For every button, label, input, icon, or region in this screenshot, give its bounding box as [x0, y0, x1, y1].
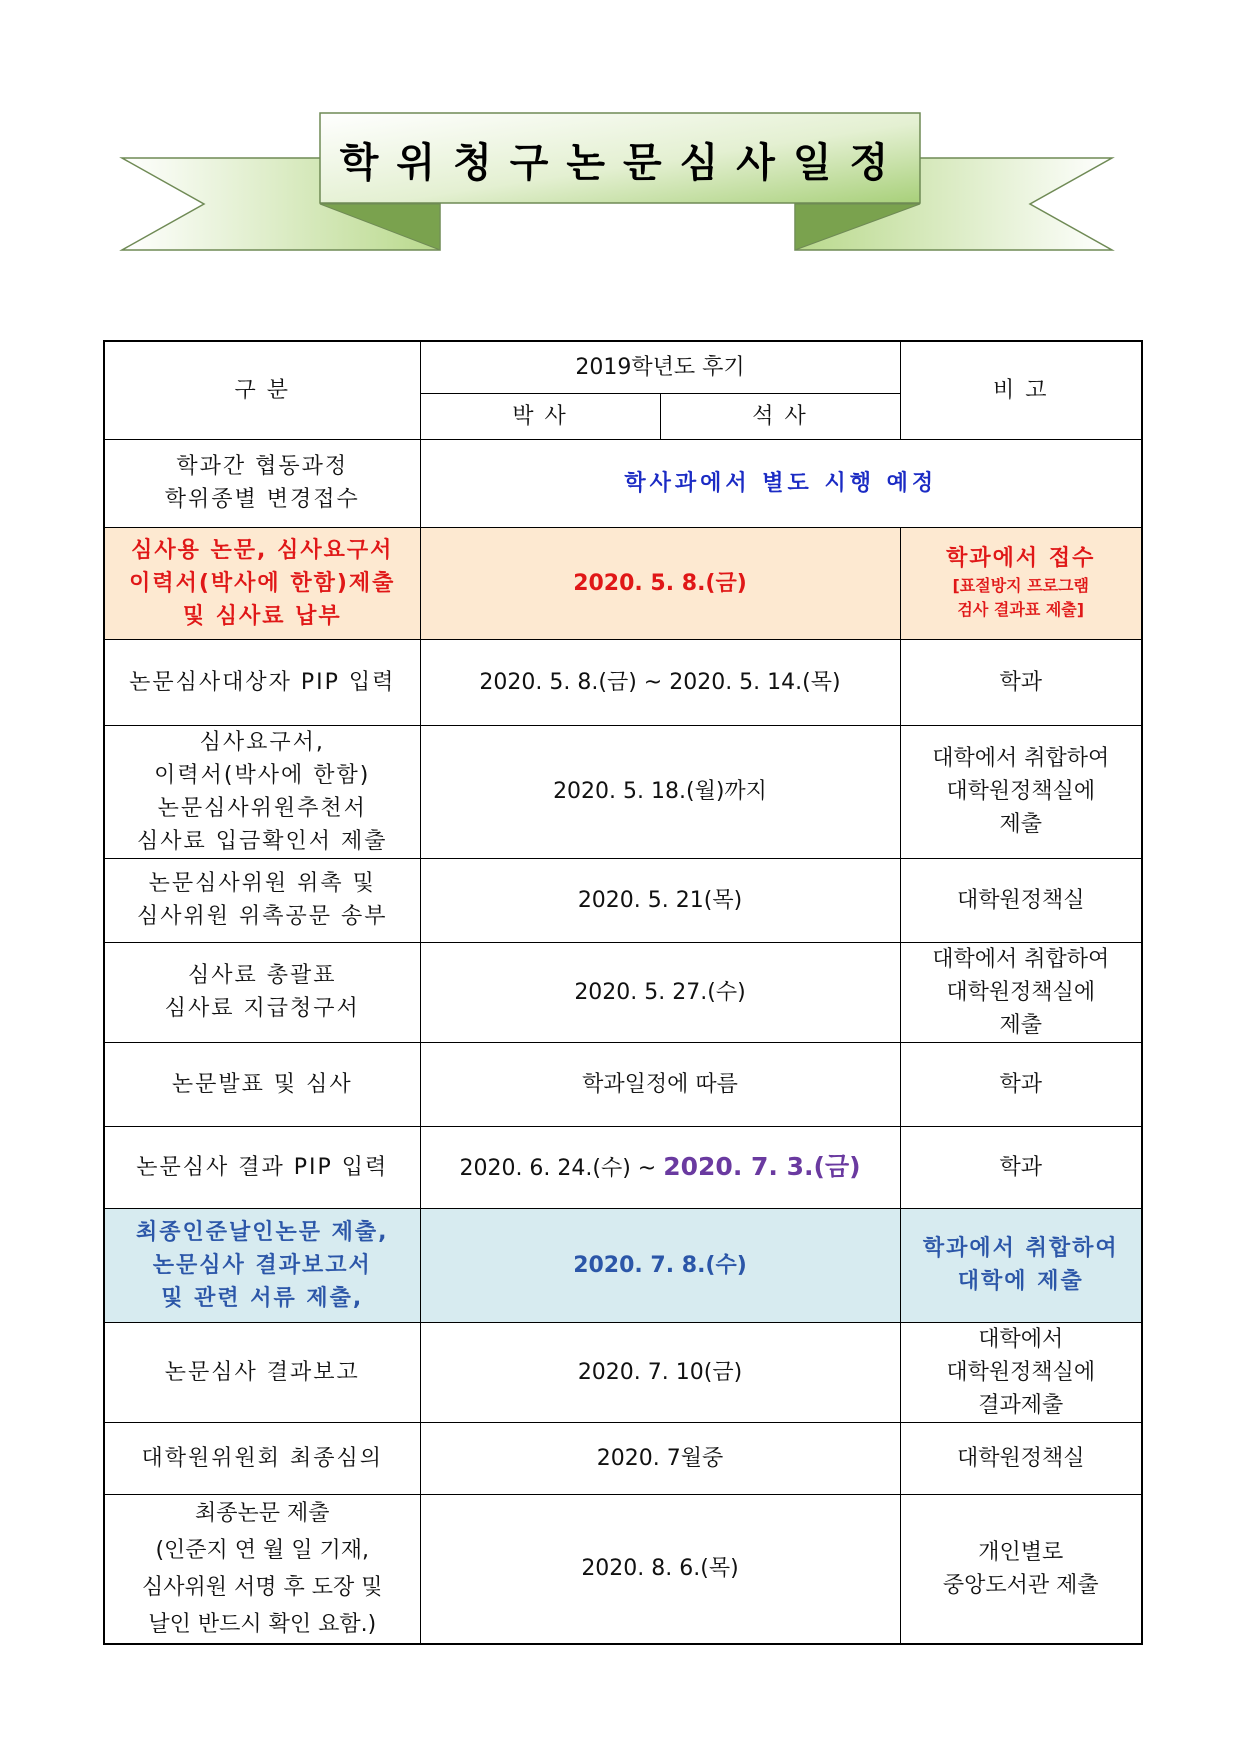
table-row: [104, 1322, 1142, 1422]
header-period: 2019학년도 후기: [420, 341, 900, 393]
row-category: 최종인준날인논문 제출, 논문심사 결과보고서 및 관련 서류 제출,: [104, 1208, 420, 1322]
row-date: 2020. 5. 27.(수): [420, 942, 900, 1042]
row-category: 논문심사 결과 PIP 입력: [104, 1126, 420, 1208]
row-category: 논문심사대상자 PIP 입력: [104, 639, 420, 725]
row-category: 심사용 논문, 심사요구서 이력서(박사에 한함)제출 및 심사료 납부: [104, 527, 420, 639]
row-note: [900, 527, 1142, 639]
table-row: [104, 1208, 1142, 1322]
row-date: 2020. 7. 10(금): [420, 1322, 900, 1422]
table-row: [104, 1126, 1142, 1208]
row-note-sub: [표절방지 프로그램 검사 결과표 제출]: [952, 576, 1090, 619]
table-row: [104, 527, 1142, 639]
row-category: 최종논문 제출 (인준지 연 월 일 기재, 심사위원 서명 후 도장 및 날인 반드시 확인 요함.): [104, 1494, 420, 1644]
table-row: [104, 1042, 1142, 1126]
row-date: 2020. 7. 8.(수): [420, 1208, 900, 1322]
row-category: 논문발표 및 심사: [104, 1042, 420, 1126]
schedule-table: [103, 340, 1143, 1645]
row-date: 2020. 8. 6.(목): [420, 1494, 900, 1644]
header-category: 구 분: [104, 341, 420, 439]
announcement-text: 학사과에서 별도 시행 예정: [420, 439, 1142, 527]
row-note: 개인별로 중앙도서관 제출: [900, 1494, 1142, 1644]
header-row: [104, 341, 1142, 393]
row-note: 학과에서 취합하여 대학에 제출: [900, 1208, 1142, 1322]
row-note: 대학에서 대학원정책실에 결과제출: [900, 1322, 1142, 1422]
header-phd: 박 사: [420, 393, 660, 439]
row-note: 학과: [900, 1042, 1142, 1126]
row-note: 대학에서 취합하여 대학원정책실에 제출: [900, 942, 1142, 1042]
row-date: 학과일정에 따름: [420, 1042, 900, 1126]
table-row: [104, 1494, 1142, 1644]
row-category: 심사료 총괄표 심사료 지급청구서: [104, 942, 420, 1042]
row-note: 대학원정책실: [900, 1422, 1142, 1494]
page-title: 학위청구논문심사일정: [339, 139, 907, 186]
announcement-row: [104, 439, 1142, 527]
row-note: 학과: [900, 639, 1142, 725]
table-row: [104, 639, 1142, 725]
row-note-main: 학과에서 접수: [946, 546, 1096, 571]
row-category: 논문심사위원 위촉 및 심사위원 위촉공문 송부: [104, 858, 420, 942]
row-date-end: 2020. 7. 3.(금): [663, 1151, 861, 1181]
header-note: 비 고: [900, 341, 1142, 439]
row-note: 대학원정책실: [900, 858, 1142, 942]
row-category: 대학원위원회 최종심의: [104, 1422, 420, 1494]
table-row: [104, 942, 1142, 1042]
row-date: 2020. 5. 8.(금) ~ 2020. 5. 14.(목): [420, 639, 900, 725]
table-row: [104, 858, 1142, 942]
header-masters: 석 사: [660, 393, 900, 439]
announcement-category: 학과간 협동과정 학위종별 변경접수: [104, 439, 420, 527]
row-category: 논문심사 결과보고: [104, 1322, 420, 1422]
table-row: [104, 1422, 1142, 1494]
row-note: 대학에서 취합하여 대학원정책실에 제출: [900, 725, 1142, 858]
row-note: 학과: [900, 1126, 1142, 1208]
row-date: 2020. 5. 21(목): [420, 858, 900, 942]
row-date: 2020. 7월중: [420, 1422, 900, 1494]
row-date-start: 2020. 6. 24.(수) ~: [459, 1155, 664, 1181]
row-date: 2020. 5. 8.(금): [420, 527, 900, 639]
row-category: 심사요구서, 이력서(박사에 한함) 논문심사위원추천서 심사료 입금확인서 제출: [104, 725, 420, 858]
table-row: [104, 725, 1142, 858]
row-date: [420, 1126, 900, 1208]
row-date: 2020. 5. 18.(월)까지: [420, 725, 900, 858]
